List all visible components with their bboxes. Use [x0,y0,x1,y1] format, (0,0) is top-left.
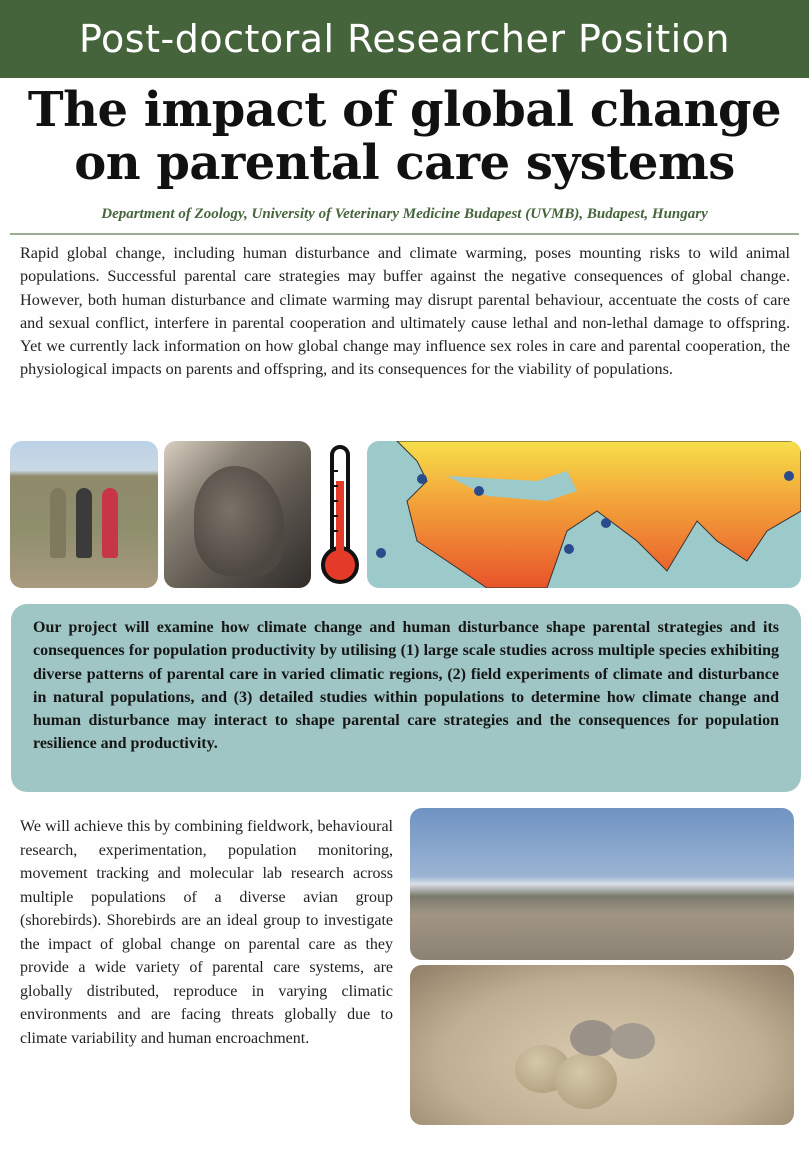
thermometer-icon [318,441,362,588]
tagged-bird-photo [164,441,311,588]
title-line-2: on parental care systems [74,135,735,191]
site-marker [601,518,611,528]
project-summary-text: Our project will examine how climate change and human disturbance shape parental strategies and its consequences for population productivity by utilising (1) large scale studies across multiple species exhibiting diverse patterns of parental care in varied climatic regions, (2) field experiments of climate and disturbance in natural populations, and (3) detailed studies within populations to determine how climate change and human disturbance may interact to shape parental care strategies and the consequences for population resilience and productivity. [33,619,779,753]
intro-paragraph: Rapid global change, including human disturbance and climate warming, poses mounting risks to wild animal populations. Successful parental care strategies may buffer against the negative consequences of global change. However, both human disturbance and climate warming may disrupt parental behaviour, accentuate the costs of care and sexual conflict, interfere in parental cooperation and ultimately cause lethal and non-lethal damage to offspring. Yet we currently lack information on how global change may influence sex roles in care and parental cooperation, the physiological impacts on parents and offspring, and its consequences for the viability of populations. [20,244,790,379]
researcher-figure [102,488,118,558]
header-banner [0,0,809,78]
researcher-figure [50,488,66,558]
approach-paragraph: We will achieve this by combining fieldwork, behavioural research, experimentation, population monitoring, movement tracking and molecular lab research across multiple populations of a diverse avian group (shorebirds). Shorebirds are an ideal group to investigate the impact of global change on parental care as they provide a wide variety of parental care systems, are globally distributed, reproduce in varying climatic environments and are facing threats globally due to climate variability and human encroachment. [20,818,393,1047]
divider [10,233,799,235]
heat-map-graphic [367,441,801,588]
department-affiliation: Department of Zoology, University of Veterinary Medicine Budapest (UVMB), Budapest, Hungary [101,206,708,222]
chick-shape [570,1020,615,1056]
site-marker [417,474,427,484]
researcher-figure [76,488,92,558]
bird-shape [194,466,284,576]
egg-shape [555,1053,617,1109]
site-marker [376,548,386,558]
page-title [0,84,809,190]
heat-map-icon [367,441,801,588]
title-line-1: The impact of global change [27,82,782,138]
chick-shape [610,1023,655,1059]
site-marker [784,471,794,481]
site-marker [474,486,484,496]
field-researchers-photo [10,441,158,588]
site-marker [564,544,574,554]
project-summary-box [11,604,801,792]
banner-title: Post-doctoral Researcher Position [78,17,730,61]
beach-photo [410,808,794,960]
nest-eggs-chicks-photo [410,965,794,1125]
